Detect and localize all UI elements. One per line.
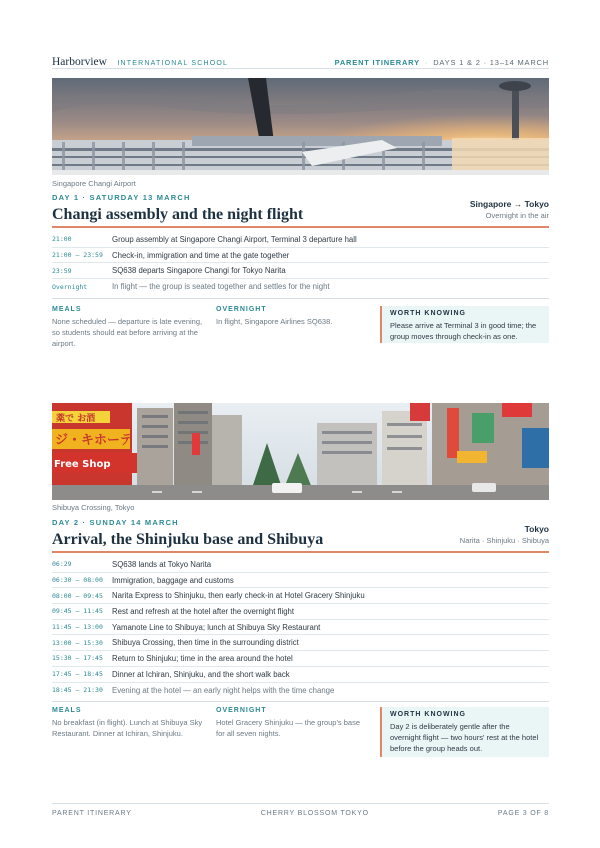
footer-divider	[52, 803, 549, 804]
schedule-table	[52, 557, 549, 698]
schedule-desc: Evening at the hotel — an early night helps with the time change	[112, 685, 335, 695]
note-heading: WORTH KNOWING	[390, 711, 466, 718]
meals-heading: MEALS	[52, 707, 82, 714]
photo-caption: Singapore Changi Airport	[52, 179, 136, 188]
meals-heading: MEALS	[52, 306, 82, 313]
schedule-row	[52, 588, 549, 604]
changi-airport-photo	[52, 78, 549, 175]
schedule-time: 09:45 – 11:45	[52, 607, 103, 616]
meals-block	[52, 707, 216, 757]
note-text: Day 2 is deliberately gentle after the overnight flight — two hours' rest at the hotel before the group heads out.	[390, 722, 539, 753]
schedule-time: 18:45 – 21:30	[52, 686, 103, 695]
schedule-desc: Rest and refresh at the hotel after the overnight flight	[112, 606, 295, 616]
accent-rule	[52, 226, 549, 228]
overnight-heading: OVERNIGHT	[216, 306, 267, 313]
schedule-desc: Dinner at Ichiran, Shinjuku, and the short walk back	[112, 669, 290, 679]
schedule-time: 17:45 – 18:45	[52, 670, 103, 679]
schedule-row	[52, 248, 549, 264]
header-separator: ·	[424, 58, 429, 67]
schedule-row	[52, 667, 549, 683]
overnight-heading: OVERNIGHT	[216, 707, 267, 714]
schedule-desc: Narita Express to Shinjuku, then early check-in at Hotel Gracery Shinjuku	[112, 591, 365, 601]
accent-rule	[52, 551, 549, 553]
footer-left: PARENT ITINERARY	[52, 810, 132, 817]
schedule-time: 23:59	[52, 266, 72, 275]
day-info	[52, 306, 549, 349]
note-text: Please arrive at Terminal 3 in good time; the group moves through check-in as one.	[390, 321, 537, 341]
day-location-sub: Narita · Shinjuku · Shibuya	[459, 536, 549, 545]
page-number: PAGE 3 OF 8	[497, 810, 549, 817]
photo-caption: Shibuya Crossing, Tokyo	[52, 503, 135, 512]
overnight-text: In flight, Singapore Airlines SQ638.	[216, 317, 333, 326]
day-title: Arrival, the Shinjuku base and Shibuya	[52, 531, 324, 548]
schedule-desc: Immigration, baggage and customs	[112, 575, 234, 585]
header-divider	[52, 68, 549, 69]
schedule-row	[52, 683, 549, 699]
schedule-row	[52, 279, 549, 295]
day-info	[52, 707, 549, 757]
schedule-row	[52, 263, 549, 279]
worth-knowing-note	[380, 306, 549, 343]
overnight-text: Hotel Gracery Shinjuku — the group's base for all seven nights.	[216, 718, 361, 738]
schedule-time: 15:30 – 17:45	[52, 654, 103, 663]
brand-name: Harborview	[52, 56, 107, 68]
doc-type: PARENT ITINERARY	[334, 58, 420, 67]
day-label: DAY 2 · SUNDAY 14 MARCH	[52, 518, 179, 527]
footer-center: CHERRY BLOSSOM TOKYO	[260, 810, 369, 817]
schedule-row	[52, 573, 549, 589]
schedule-desc: In flight — the group is seated together and settles for the night	[112, 282, 330, 292]
school-name: INTERNATIONAL SCHOOL	[117, 60, 229, 67]
schedule-row	[52, 604, 549, 620]
schedule-divider	[52, 701, 549, 702]
sign-freeshop-text: Free Shop	[54, 459, 111, 470]
header-meta	[335, 58, 549, 67]
day-label: DAY 1 · SATURDAY 13 MARCH	[52, 193, 191, 202]
day-location-sub: Overnight in the air	[485, 211, 549, 220]
schedule-time: Overnight	[52, 282, 88, 291]
schedule-desc: SQ638 lands at Tokyo Narita	[112, 559, 212, 569]
meals-text: No breakfast (in flight). Lunch at Shibuya Sky Restaurant. Dinner at Ichiran, Shinjuku.	[52, 718, 203, 738]
schedule-desc: Check-in, immigration and time at the gate together	[112, 250, 290, 260]
worth-knowing-note	[380, 707, 549, 757]
meals-text: None scheduled — departure is late evening, so students should eat before arriving at the airport.	[52, 317, 203, 348]
overnight-block	[216, 707, 380, 757]
schedule-time: 06:30 – 08:00	[52, 576, 103, 585]
schedule-time: 13:00 – 15:30	[52, 638, 103, 647]
day-title: Changi assembly and the night flight	[52, 206, 304, 223]
schedule-time: 21:00	[52, 235, 72, 244]
shibuya-crossing-photo	[52, 403, 549, 500]
schedule-row	[52, 620, 549, 636]
schedule-desc: Group assembly at Singapore Changi Airport, Terminal 3 departure hall	[112, 234, 357, 244]
page-header	[52, 52, 549, 66]
schedule-row	[52, 651, 549, 667]
schedule-time: 06:29	[52, 560, 72, 569]
day-location: Singapore → Tokyo	[469, 199, 549, 209]
page-footer	[52, 810, 549, 817]
note-heading: WORTH KNOWING	[390, 310, 466, 317]
date-range: DAYS 1 & 2 · 13–14 MARCH	[433, 58, 549, 67]
schedule-row	[52, 635, 549, 651]
schedule-divider	[52, 298, 549, 299]
schedule-time: 08:00 – 09:45	[52, 591, 103, 600]
schedule-table	[52, 232, 549, 295]
itinerary-page	[52, 0, 549, 848]
sign-donki-text: ジ・キホーテ	[55, 433, 134, 448]
sign-yakkyoku-text: 薬で お酒	[56, 414, 96, 424]
day-location: Tokyo	[524, 524, 549, 534]
schedule-desc: SQ638 departs Singapore Changi for Tokyo Narita	[112, 266, 286, 276]
meals-block	[52, 306, 216, 349]
schedule-time: 11:45 – 13:00	[52, 623, 103, 632]
schedule-desc: Return to Shinjuku; time in the area around the hotel	[112, 653, 293, 663]
schedule-desc: Shibuya Crossing, then time in the surrounding district	[112, 638, 299, 648]
schedule-time: 21:00 – 23:59	[52, 251, 103, 260]
schedule-row	[52, 557, 549, 573]
overnight-block	[216, 306, 380, 349]
schedule-desc: Yamanote Line to Shibuya; lunch at Shibuya Sky Restaurant	[112, 622, 321, 632]
schedule-row	[52, 232, 549, 248]
